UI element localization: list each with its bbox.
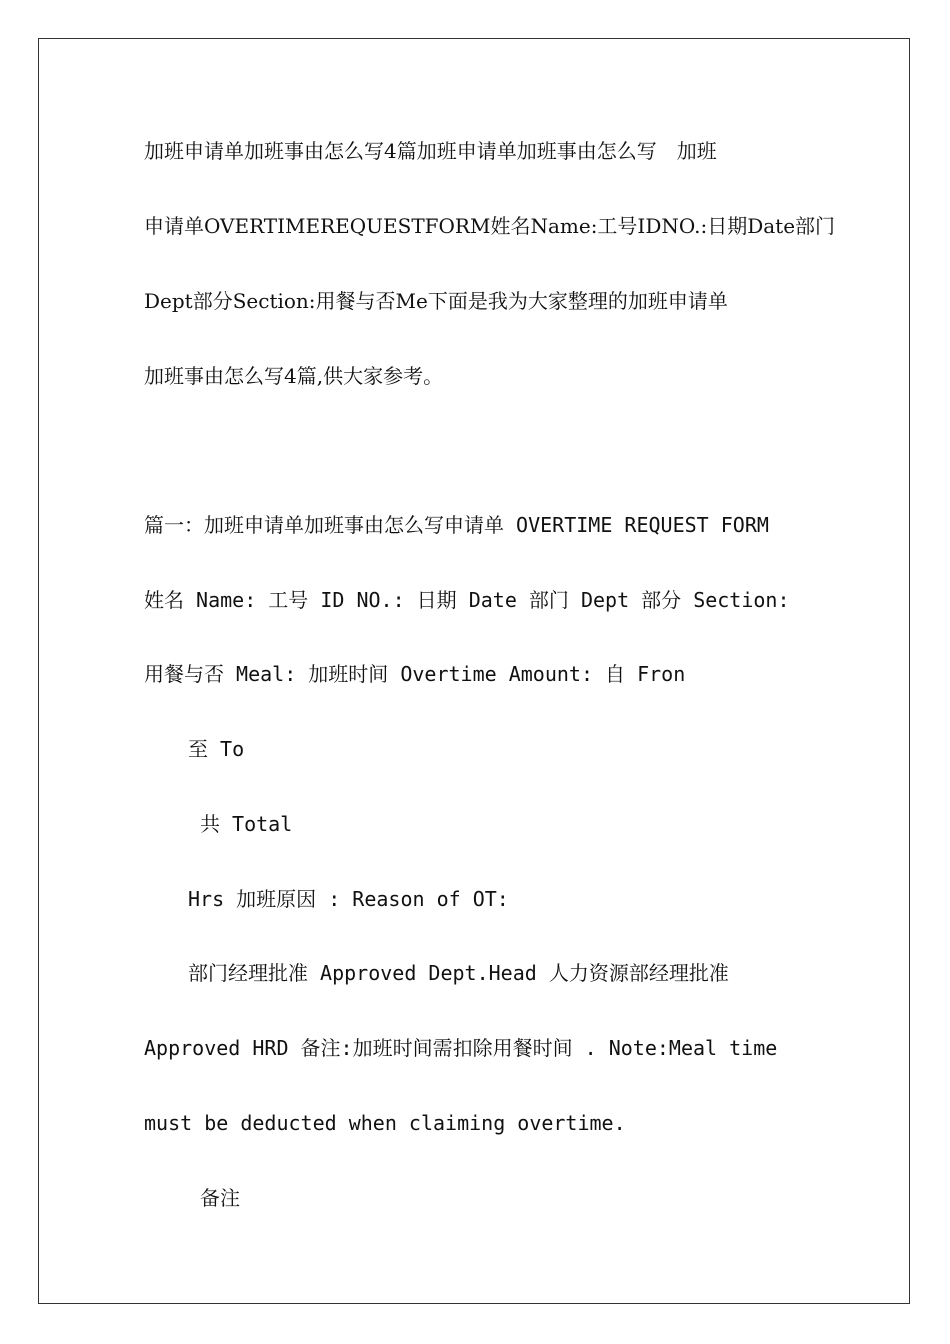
intro-line-2: 申请单OVERTIMEREQUESTFORM姓名Name:工号IDNO.:日期Date部门 [144, 214, 836, 238]
reason-line: Hrs 加班原因 : Reason of OT: [188, 887, 509, 911]
to-line: 至 To [188, 737, 245, 761]
form-fields-line: 姓名 Name: 工号 ID NO.: 日期 Date 部门 Dept 部分 Section: [144, 588, 790, 612]
note-line-2: must be deducted when claiming overtime. [144, 1111, 626, 1135]
meal-overtime-line: 用餐与否 Meal: 加班时间 Overtime Amount: 自 Fron [144, 662, 686, 686]
intro-line-4: 加班事由怎么写4篇,供大家参考。 [144, 364, 444, 388]
intro-line-1: 加班申请单加班事由怎么写4篇加班申请单加班事由怎么写 加班 [144, 139, 717, 163]
remarks-label: 备注 [200, 1186, 240, 1210]
intro-line-3: Dept部分Section:用餐与否Me下面是我为大家整理的加班申请单 [144, 289, 728, 313]
approval-line: 部门经理批准 Approved Dept.Head 人力资源部经理批准 [188, 961, 729, 985]
section-one-heading: 篇一：加班申请单加班事由怎么写申请单 OVERTIME REQUEST FORM [144, 513, 769, 537]
note-line-1: Approved HRD 备注:加班时间需扣除用餐时间 . Note:Meal time [144, 1036, 778, 1060]
total-line: 共 Total [200, 812, 293, 836]
